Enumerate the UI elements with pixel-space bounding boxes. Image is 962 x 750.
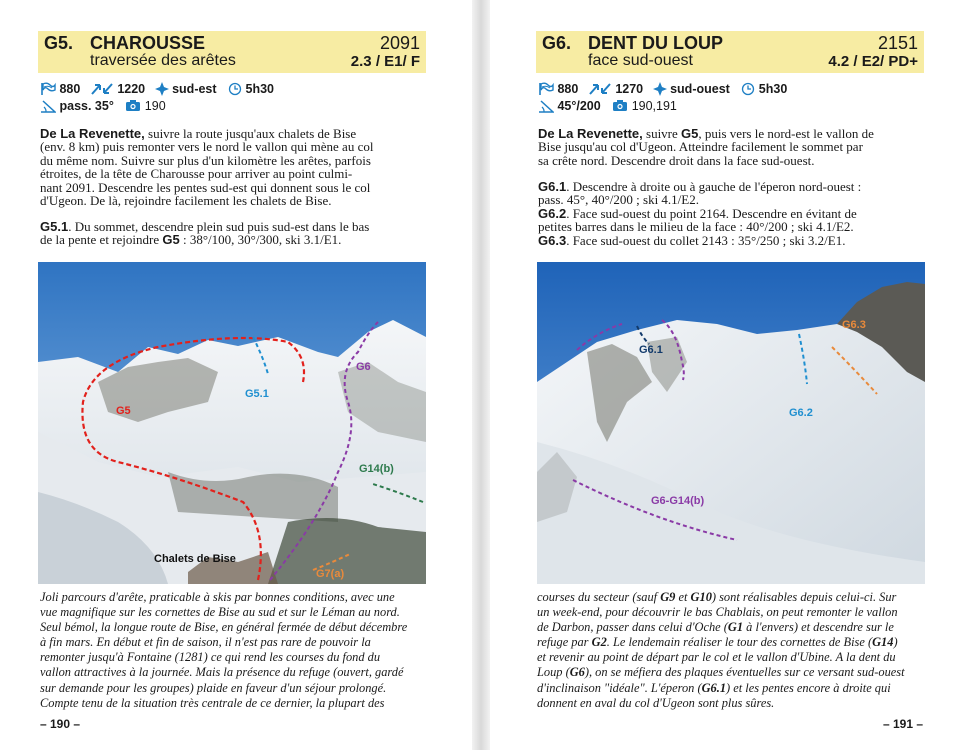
duration: 5h30 [758,81,788,96]
route-photo-g6 [537,262,925,584]
route-name: CHAROUSSE [90,33,206,53]
route-description: De La Revenette, suivre G5, puis vers le nord-est le vallon de Bise jusqu'au col d'Ugeon. Atteindre facilement le sommet par sa crête nord. Descendre droit dans la face sud-ouest. [538,126,874,168]
route-code: G6. [542,33,572,53]
elevation-gain: 1270 [615,81,644,96]
route-code: G5. [44,33,74,53]
label-g5: G5 [116,405,131,417]
start-altitude: 880 [557,81,579,96]
max-slope: 45°/200 [557,98,601,113]
clock-icon [228,82,242,96]
photo-pages: 190,191 [631,98,677,113]
route-photo-g5 [38,262,426,584]
variant-g6-1: G6.1. Descendre à droite ou à gauche de l'éperon nord-ouest : pass. 45°, 40°/200 ; ski 4.1/E2. [538,179,862,208]
label-g6-3: G6.3 [842,319,866,331]
route-stats-row-1 [40,81,274,96]
route-header-g5 [38,31,426,73]
aspect: sud-ouest [670,81,730,96]
label-chalets-de-bise: Chalets de Bise [154,553,236,565]
summit-altitude: 2091 [379,33,420,53]
start-flag-icon [40,82,56,96]
start-flag-icon [538,82,554,96]
label-g6: G6 [356,361,371,373]
max-slope: pass. 35° [59,98,114,113]
variants-list [538,180,922,247]
start-point: De La Revenette, [40,126,145,141]
commentary-text: Joli parcours d'arête, praticable à skis par bonnes conditions, avec une vue magnifique sur les cornettes de Bise au sud et sur le Léman au nord. Seul bémol, la longue route de Bise, en général fermée de début décembre à fin mars. En début et fin de saison, il n'est pas rare de pouvoir la remonter jusqu'à Fontaine (1281) ce qui rend les courses du fond du vallon attractives à la journée. Mais la présence du refuge (ouvert, gardé sur demande pour les groupes) plaide en faveur d'un séjour prolongé. Compte tenu de la situation très centrale de ce dernier, la plupart des [40,590,408,710]
page-number: – 190 – [40,717,81,731]
label-g7a: G7(a) [316,568,345,580]
clock-icon [741,82,755,96]
variant-g6-3: G6.3. Face sud-ouest du collet 2143 : 35°/250 ; ski 3.2/E1. [538,232,846,248]
slope-angle-icon [40,99,56,113]
left-page [0,0,472,750]
page-number: – 191 – [883,717,924,731]
difficulty-grade: 2.3 / E1/ F [350,53,420,70]
label-g6-1: G6.1 [639,344,663,356]
label-g6-g14b: G6-G14(b) [651,495,705,507]
label-g5-1: G5.1 [245,388,269,400]
variant-g6-2: G6.2. Face sud-ouest du point 2164. Descendre en évitant de petites barres dans le milieu de la face : 40°/200 ; ski 4.1/E2. [538,205,857,235]
start-point: De La Revenette, [538,126,643,141]
camera-icon [125,99,141,112]
route-description: De La Revenette, suivre la route jusqu'aux chalets de Bise (env. 8 km) puis remonter vers le nord le vallon qui mène au col du même nom. Suivre sur plus d'un kilomètre les arêtes, parfois étroites, de la tête de Charousse pour arriver au point culmi- nant 2091. Descendre les pentes sud-est qui donnent sous le col d'Ugeon. De là, rejoindre facilement les chalets de Bise. [40,126,374,209]
slope-angle-icon [538,99,554,113]
summit-altitude: 2151 [877,33,918,53]
photo-pages: 190 [144,98,166,113]
route-stats-row-2 [538,98,677,113]
right-page [490,0,962,750]
aspect-compass-icon [653,82,667,96]
route-header-g6 [536,31,924,73]
duration: 5h30 [245,81,275,96]
route-subtitle: face sud-ouest [588,52,693,69]
route-name: DENT DU LOUP [588,33,723,53]
route-subtitle: traversée des arêtes [90,52,236,69]
label-g14b: G14(b) [359,463,394,475]
commentary-text: courses du secteur (sauf G9 et G10) sont réalisables depuis celui-ci. Sur un week-end, pour découvrir le bas Chablais, on peut remonter le vallon de Darbon, passer dans celui d'Oche (G1 à l'envers) et descendre sur le refuge par G2. Le lendemain réaliser le tour des cornettes de Bise (G14) et revenir au point de départ par le col et le vallon d'Ubine. A la dent du Loup (G6), on se méfiera des plaques éventuelles sur ce versant sud-ouest d'inclinaison "idéale". L'éperon (G6.1) et les pentes encore à droite qui donnent en aval du col d'Ugeon sont plus sûres. [537,590,905,710]
aspect-compass-icon [155,82,169,96]
variant-g5-1: G5.1. Du sommet, descendre plein sud puis sud-est dans le bas de la pente et rejoindre G5 : 38°/100, 30°/300, ski 3.1/E1. [40,219,370,248]
elevation-gain: 1220 [117,81,146,96]
elevation-gain-icon [588,82,612,96]
camera-icon [612,99,628,112]
difficulty-grade: 4.2 / E2/ PD+ [828,53,918,70]
label-g6-2: G6.2 [789,407,813,419]
start-altitude: 880 [59,81,81,96]
aspect: sud-est [172,81,217,96]
route-stats-row-1 [538,81,787,96]
book-spine [472,0,490,750]
route-stats-row-2 [40,98,166,113]
elevation-gain-icon [90,82,114,96]
